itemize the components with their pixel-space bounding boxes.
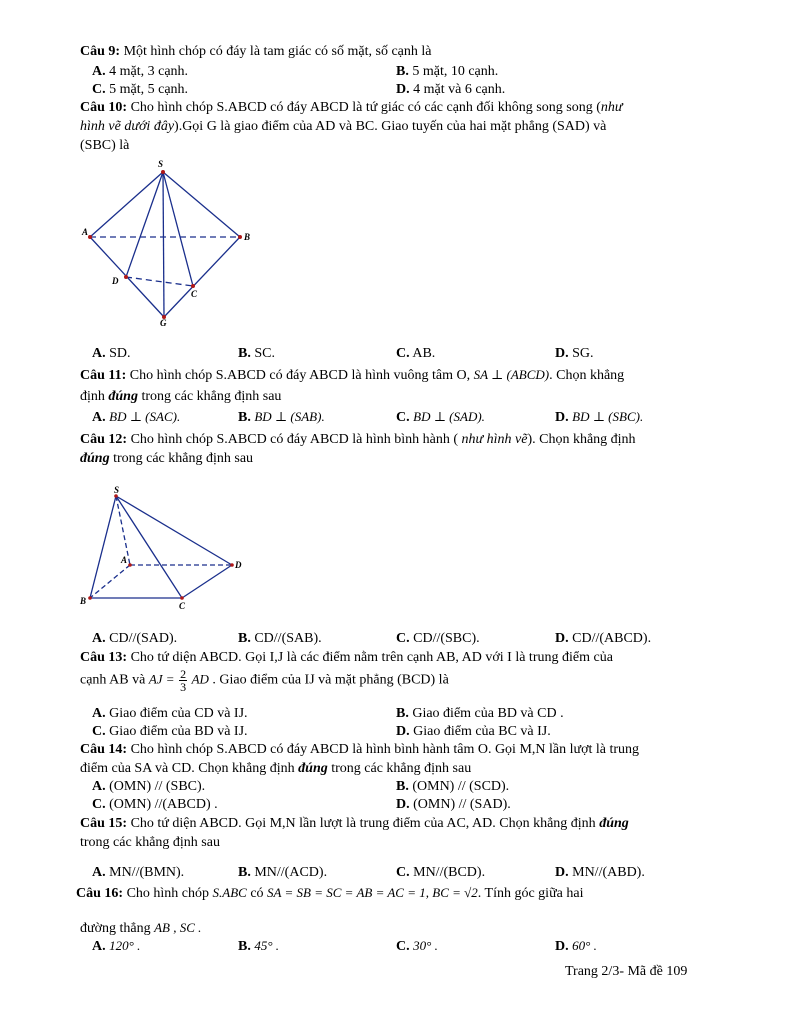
q13-stem-line1: Câu 13: Cho tứ diện ABCD. Gọi I,J là các điểm nằm trên cạnh AB, AD với I là trung điểm của (80, 650, 613, 665)
q9-option-b: B. 5 mặt, 10 cạnh. (396, 64, 499, 79)
q14-stem-line2: điểm của SA và CD. Chọn khẳng định đúng trong các khẳng định sau (80, 761, 472, 776)
q13-option-d: D. Giao điểm của BC và IJ. (396, 724, 551, 739)
q12-stem-line1: Câu 12: Cho hình chóp S.ABCD có đáy ABCD là hình bình hành ( như hình vẽ). Chọn khẳng định (80, 432, 636, 447)
q11-option-a: A. BD ⊥ (SAC). (92, 409, 181, 425)
q14-option-a: A. (OMN) // (SBC). (92, 779, 206, 794)
q12-option-c: C. CD//(SBC). (396, 631, 480, 646)
edge-CD (182, 565, 232, 598)
q10-stem-line2: hình vẽ dưới đây).Gọi G là giao điểm của AD và BC. Giao tuyến của hai mặt phẳng (SAD) và (80, 119, 607, 134)
q12-figure (78, 484, 248, 614)
q11-stem-line1: Câu 11: Cho hình chóp S.ABCD có đáy ABCD là hình vuông tâm O, SA ⊥ (ABCD). Chọn khẳng (80, 367, 625, 383)
q15-option-d: D. MN//(ABD). (555, 865, 645, 880)
q10-figure (80, 156, 260, 332)
q11-option-b: B. BD ⊥ (SAB). (238, 409, 325, 425)
q16-option-c: C. 30° . (396, 938, 438, 954)
q11-option-d: D. BD ⊥ (SBC). (555, 409, 644, 425)
q10-stem-line1: Câu 10: Cho hình chóp S.ABCD có đáy ABCD là tứ giác có các cạnh đối không song song (như (80, 100, 623, 115)
q13-label: Câu 13: (80, 650, 128, 665)
q15-option-b: B. MN//(ACD). (238, 865, 328, 880)
edge-SB (90, 496, 116, 598)
q10-label: Câu 10: (80, 100, 128, 115)
edge-AB (90, 565, 130, 598)
q10-stem-line3: (SBC) là (80, 138, 130, 153)
q10-option-b: B. SC. (238, 346, 275, 361)
label-G: G (160, 318, 167, 328)
q10-option-a: A. SD. (92, 346, 131, 361)
label-S: S (158, 159, 164, 169)
label-D: D (235, 560, 242, 570)
edge-BG (164, 237, 240, 317)
q16-option-a: A. 120° . (92, 938, 141, 954)
edge-SD (116, 496, 232, 565)
edge-SG (163, 172, 164, 317)
q16-stem-line2: đường thẳng AB , SC . (80, 920, 202, 936)
q9-label: Câu 9: (80, 44, 121, 59)
q14-option-c: C. (OMN) //(ABCD) . (92, 797, 218, 812)
q13-option-c: C. Giao điểm của BD và IJ. (92, 724, 248, 739)
q16-option-d: D. 60° . (555, 938, 597, 954)
q14-stem-line1: Câu 14: Cho hình chóp S.ABCD có đáy ABCD là hình bình hành tâm O. Gọi M,N lần lượt là trung (80, 742, 640, 757)
edge-SC (163, 172, 193, 286)
q14-option-d: D. (OMN) // (SAD). (396, 797, 511, 812)
q12-option-b: B. CD//(SAB). (238, 631, 322, 646)
q15-option-a: A. MN//(BMN). (92, 865, 185, 880)
q15-stem-line1: Câu 15: Cho tứ diện ABCD. Gọi M,N lần lượt là trung điểm của AC, AD. Chọn khẳng định đúng (80, 816, 629, 831)
q11-label: Câu 11: (80, 368, 127, 383)
q10-option-d: D. SG. (555, 346, 594, 361)
q13-option-b: B. Giao điểm của BD và CD . (396, 706, 564, 721)
label-B: B (244, 232, 251, 242)
q15-option-c: C. MN//(BCD). (396, 865, 486, 880)
label-C: C (179, 601, 186, 611)
label-B: B (80, 596, 87, 606)
q16-label: Câu 16: (76, 886, 124, 901)
q11-option-c: C. BD ⊥ (SAD). (396, 409, 485, 425)
q10-option-c: C. AB. (396, 346, 436, 361)
q12-option-a: A. CD//(SAD). (92, 631, 178, 646)
label-A: A (82, 227, 89, 237)
q13-option-a: A. Giao điểm của CD và IJ. (92, 706, 248, 721)
q16-option-b: B. 45° . (238, 938, 280, 954)
q13-stem-line2: cạnh AB và AJ = $\frac{2}{3}$ AD . Giao điểm của IJ và mặt phẳng (BCD) là (80, 667, 449, 694)
q9-text: Một hình chóp có đáy là tam giác có số mặt, số cạnh là (123, 44, 432, 59)
label-C: C (191, 289, 198, 299)
q16-stem-line1: Câu 16: Cho hình chóp S.ABC có SA = SB = SC = AB = AC = 1, BC = √2. Tính góc giữa hai (76, 885, 584, 901)
q9-option-d: D. 4 mặt và 6 cạnh. (396, 82, 506, 97)
q9-option-c: C. 5 mặt, 5 cạnh. (92, 82, 189, 97)
q9-option-a: A. 4 mặt, 3 cạnh. (92, 64, 189, 79)
label-D: D (112, 276, 119, 286)
q12-stem-line2: đúng trong các khẳng định sau (80, 451, 254, 466)
q9-stem (80, 44, 431, 60)
q12-label: Câu 12: (80, 432, 128, 447)
label-A: A (121, 555, 128, 565)
edge-SB (163, 172, 240, 237)
q15-stem-line2: trong các khẳng định sau (80, 835, 220, 850)
edge-DC (126, 277, 193, 286)
q14-label: Câu 14: (80, 742, 128, 757)
q11-stem-line2: định đúng trong các khẳng định sau (80, 389, 282, 404)
label-S: S (114, 485, 120, 495)
q14-option-b: B. (OMN) // (SCD). (396, 779, 510, 794)
q13-fraction: $\frac{2}{3}$ (180, 667, 187, 694)
q12-option-d: D. CD//(ABCD). (555, 631, 652, 646)
q15-label: Câu 15: (80, 816, 128, 831)
page-footer: Trang 2/3- Mã đề 109 (565, 964, 688, 979)
